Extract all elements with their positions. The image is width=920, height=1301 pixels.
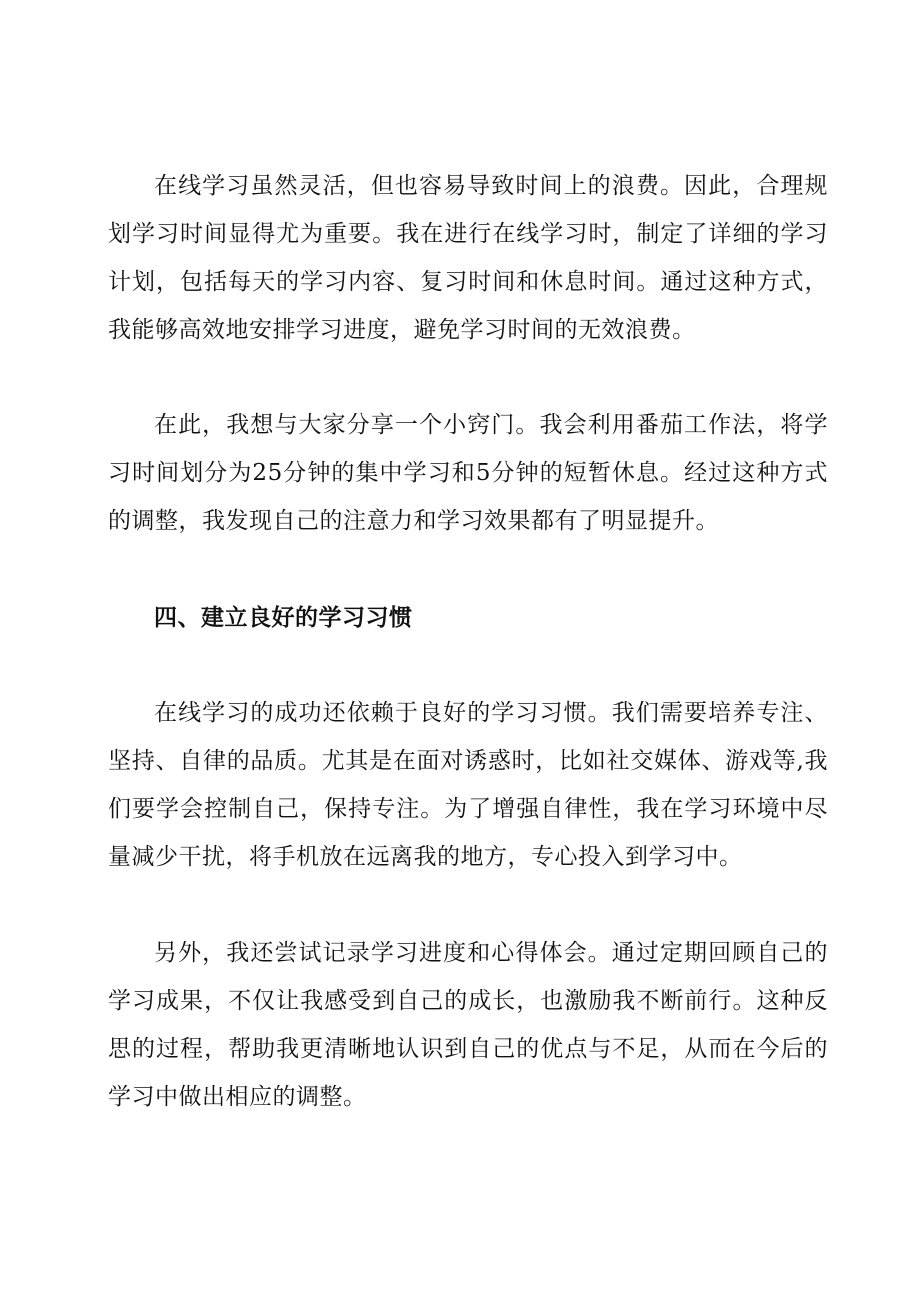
section-heading: 四、建立良好的学习习惯 — [154, 605, 413, 631]
paragraph-study-habits: 在线学习的成功还依赖于良好的学习习惯。我们需要培养专注、坚持、自律的品质。尤其是在面对诱惑时，比如社交媒体、游戏等,我们要学会控制自己，保持专注。为了增强自律性，我在学习环境中尽量减少干扰，将手机放在远离我的地方，专心投入到学习中。 — [108, 700, 828, 870]
paragraph-time-planning: 在线学习虽然灵活，但也容易导致时间上的浪费。因此，合理规划学习时间显得尤为重要。我在进行在线学习时，制定了详细的学习计划，包括每天的学习内容、复习时间和休息时间。通过这种方式，我能够高效地安排学习进度，避免学习时间的无效浪费。 — [108, 173, 828, 343]
paragraph-pomodoro-tip: 在此，我想与大家分享一个小窍门。我会利用番茄工作法，将学习时间划分为25分钟的集中学习和5分钟的短暂休息。经过这种方式的调整，我发现自己的注意力和学习效果都有了明显提升。 — [108, 412, 828, 534]
paragraph-reflection: 另外，我还尝试记录学习进度和心得体会。通过定期回顾自己的学习成果，不仅让我感受到自己的成长，也激励我不断前行。这种反思的过程，帮助我更清晰地认识到自己的优点与不足，从而在今后的学习中做出相应的调整。 — [108, 940, 828, 1110]
